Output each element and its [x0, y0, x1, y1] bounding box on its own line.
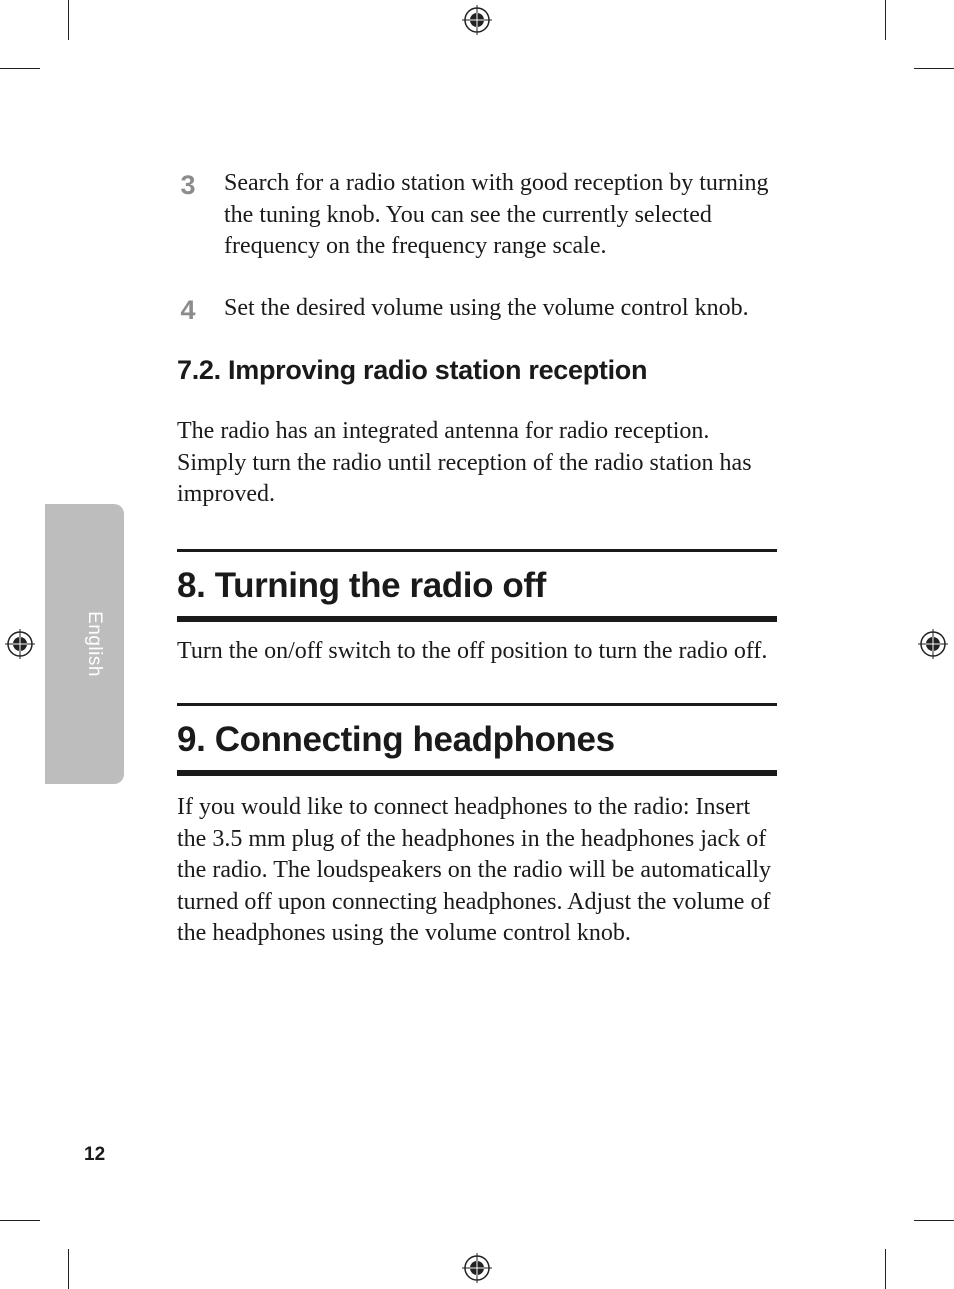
registration-mark-icon: [918, 629, 948, 659]
crop-mark: [885, 0, 886, 40]
registration-mark-icon: [462, 1253, 492, 1283]
crop-mark: [914, 1220, 954, 1221]
section-8-heading-block: [177, 549, 777, 622]
section-8-body: Turn the on/off switch to the off position to turn the radio off.: [177, 637, 768, 664]
section-9-body: If you would like to connect headphones to the radio: Insert the 3.5 mm plug of the headphones in the headphones jack of the radio. The loudspeakers on the radio will be automatically turned off upon connecting headphones. Adjust the volume of the headphones using the volume control knob.: [177, 794, 772, 946]
page-number: 12: [84, 1144, 106, 1165]
crop-mark: [0, 1220, 40, 1221]
page-content: [177, 168, 777, 950]
section-9-heading: 9. Connecting headphones: [177, 720, 615, 759]
crop-mark: [68, 1249, 69, 1289]
section-9-heading-block: [177, 703, 777, 776]
crop-mark: [0, 68, 40, 69]
step-number: 3: [180, 170, 196, 200]
registration-mark-icon: [5, 629, 35, 659]
crop-mark: [914, 68, 954, 69]
step-4: [177, 293, 777, 325]
language-tab-label: English: [84, 611, 105, 677]
section-7-2-body: The radio has an integrated antenna for radio reception. Simply turn the radio until reception of the radio station has improved.: [177, 418, 752, 507]
step-number: 4: [180, 294, 196, 325]
step-text: Set the desired volume using the volume control knob.: [224, 294, 749, 321]
section-8-heading: 8. Turning the radio off: [177, 565, 546, 605]
registration-mark-icon: [462, 5, 492, 35]
step-3: [177, 168, 777, 263]
crop-mark: [885, 1249, 886, 1289]
crop-mark: [68, 0, 69, 40]
step-text: Search for a radio station with good reception by turning the tuning knob. You can see the currently selected frequency on the frequency range scale.: [224, 170, 769, 259]
section-7-2-heading: 7.2. Improving radio station reception: [177, 355, 648, 385]
